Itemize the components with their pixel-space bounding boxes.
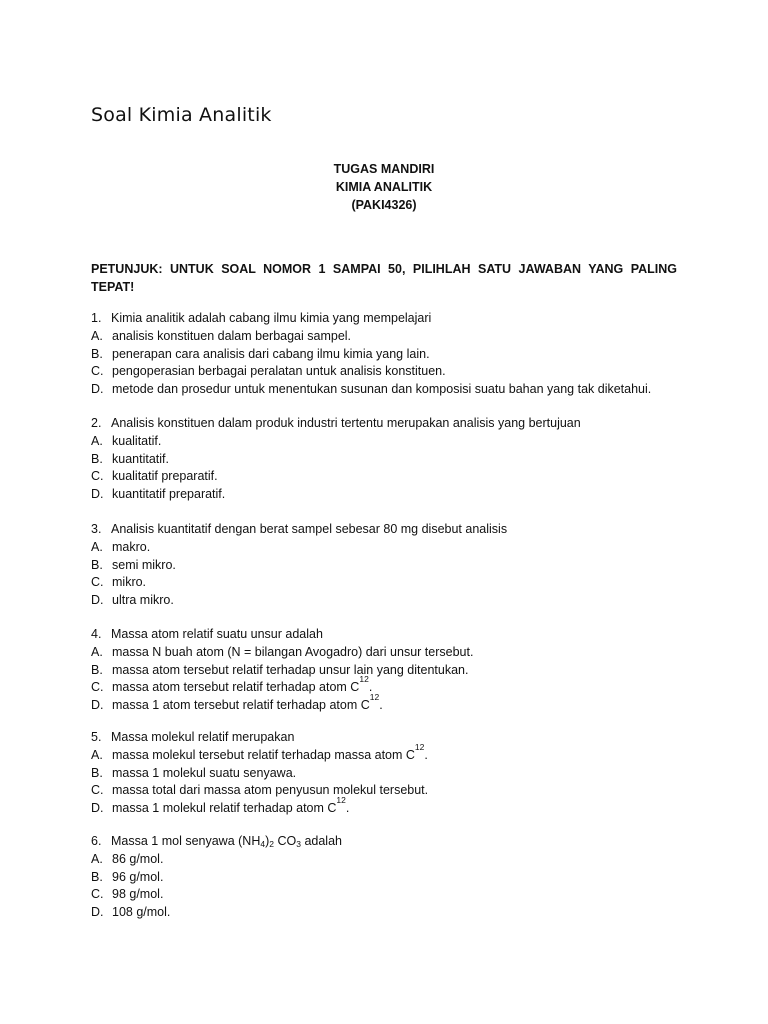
option-d: [91, 692, 691, 715]
option-letter: C.: [91, 469, 104, 484]
header-line-2: KIMIA ANALITIK: [335, 180, 433, 194]
question-number: 5.: [91, 730, 102, 744]
option-text: massa 1 atom tersebut relatif terhadap atom C: [112, 698, 370, 713]
header-line-1: TUGAS MANDIRI: [333, 162, 435, 176]
option-letter: A.: [91, 851, 103, 866]
subscript: 12: [414, 741, 425, 752]
option-d: [91, 486, 691, 504]
option-c: [91, 886, 691, 904]
option-text-end: .: [379, 698, 383, 713]
option-b: [91, 765, 691, 783]
option-text: metode dan prosedur untuk menentukan susunan dan komposisi suatu bahan yang tak diketahui.: [112, 382, 652, 397]
subscript: 4: [260, 839, 266, 849]
option-letter: B.: [91, 662, 103, 677]
question-number: 4.: [91, 627, 102, 641]
option-text: massa atom tersebut relatif terhadap atom C: [112, 680, 360, 695]
option-text: massa molekul tersebut relatif terhadap massa atom C: [112, 747, 415, 762]
subscript: 3: [296, 839, 301, 849]
option-letter: C.: [91, 575, 104, 590]
option-a: [91, 433, 691, 451]
question-stem: Analisis konstituen dalam produk industri tertentu merupakan analisis yang bertujuan: [111, 416, 581, 430]
option-a: [91, 851, 691, 869]
option-text: kualitatif preparatif.: [112, 469, 218, 484]
option-text-end: .: [424, 747, 428, 762]
option-letter: C.: [91, 680, 104, 695]
instruction-line-1: PETUNJUK: UNTUK SOAL NOMOR 1 SAMPAI 50, PILIHLAH SATU JAWABAN YANG PALING: [91, 262, 677, 276]
question-stem-row: [91, 415, 691, 433]
subscript: 12: [369, 692, 380, 703]
option-text: kuantitatif.: [112, 451, 169, 466]
option-letter: C.: [91, 783, 104, 798]
option-text: semi mikro.: [112, 557, 176, 572]
question-number: 1.: [91, 311, 102, 325]
option-c: [91, 674, 691, 697]
stem-part: Massa 1 mol senyawa (NH: [111, 834, 261, 848]
option-letter: B.: [91, 346, 103, 361]
subscript: 12: [336, 795, 346, 806]
question-2: [91, 415, 691, 504]
option-letter: A.: [91, 328, 103, 343]
option-b: [91, 451, 691, 469]
assignment-header: [0, 160, 768, 214]
question-stem: Kimia analitik adalah cabang ilmu kimia yang mempelajari: [111, 311, 432, 325]
question-stem-row: [91, 626, 691, 644]
question-3: [91, 521, 691, 610]
question-stem-row: [91, 310, 691, 328]
option-text: massa 1 molekul suatu senyawa.: [112, 765, 297, 780]
question-5: [91, 729, 691, 818]
option-letter: C.: [91, 887, 104, 902]
option-letter: B.: [91, 557, 103, 572]
question-stem-row: [91, 833, 691, 851]
question-stem: Massa atom relatif suatu unsur adalah: [111, 627, 323, 641]
option-text: 96 g/mol.: [112, 869, 164, 884]
option-text-end: .: [368, 680, 373, 695]
stem-part: ): [265, 834, 270, 848]
option-b: [91, 869, 691, 887]
option-letter: B.: [91, 451, 103, 466]
option-letter: D.: [91, 487, 104, 502]
option-text: kuantitatif preparatif.: [112, 487, 226, 502]
option-b: [91, 662, 691, 680]
option-text: makro.: [112, 539, 151, 554]
option-text: analisis konstituen dalam berbagai sampel.: [112, 328, 352, 343]
option-letter: A.: [91, 644, 103, 659]
instruction-line-2: TEPAT!: [91, 280, 135, 294]
option-text: massa total dari massa atom penyusun molekul tersebut.: [112, 783, 429, 798]
question-number: 3.: [91, 522, 102, 536]
option-text: massa atom tersebut relatif terhadap unsur lain yang ditentukan.: [112, 662, 469, 677]
question-stem: [111, 833, 342, 851]
option-text-end: .: [345, 801, 350, 816]
question-number: 6.: [91, 834, 102, 848]
option-d: [91, 592, 691, 610]
option-text: pengoperasian berbagai peralatan untuk analisis konstituen.: [112, 364, 446, 379]
option-text: kualitatif.: [112, 433, 162, 448]
header-line-3: (PAKI4326): [351, 198, 417, 212]
option-letter: D.: [91, 801, 104, 816]
question-4: [91, 626, 691, 715]
option-letter: A.: [91, 433, 103, 448]
option-d: [91, 795, 691, 818]
option-text: massa N buah atom (N = bilangan Avogadro) dari unsur tersebut.: [112, 644, 474, 659]
option-d: [91, 381, 691, 399]
stem-part: CO: [274, 834, 297, 848]
option-b: [91, 557, 691, 575]
question-6: [91, 833, 691, 922]
option-a: [91, 644, 691, 662]
option-text: 98 g/mol.: [112, 887, 164, 902]
option-text: massa 1 molekul relatif terhadap atom C: [112, 801, 337, 816]
option-letter: D.: [91, 593, 104, 608]
option-a: [91, 539, 691, 557]
option-text: 86 g/mol.: [112, 851, 164, 866]
option-letter: D.: [91, 905, 104, 920]
instruction-text: [91, 260, 677, 296]
question-stem-row: [91, 729, 691, 747]
option-c: [91, 468, 691, 486]
option-text: mikro.: [112, 575, 147, 590]
option-text: penerapan cara analisis dari cabang ilmu kimia yang lain.: [112, 346, 430, 361]
option-c: [91, 782, 691, 800]
option-a: [91, 328, 691, 346]
option-c: [91, 574, 691, 592]
option-b: [91, 346, 691, 364]
option-letter: C.: [91, 364, 104, 379]
subscript: 2: [269, 839, 274, 849]
question-1: [91, 310, 691, 399]
question-number: 2.: [91, 416, 102, 430]
option-letter: A.: [91, 539, 103, 554]
question-stem-row: [91, 521, 691, 539]
document-title: Soal Kimia Analitik: [91, 104, 272, 126]
subscript: 12: [359, 674, 369, 685]
question-stem: Massa molekul relatif merupakan: [111, 730, 295, 744]
option-letter: A.: [91, 747, 103, 762]
option-letter: D.: [91, 382, 104, 397]
option-letter: B.: [91, 765, 103, 780]
option-text: 108 g/mol.: [112, 905, 171, 920]
option-d: [91, 904, 691, 922]
option-a: [91, 741, 691, 765]
option-text: ultra mikro.: [112, 593, 174, 608]
option-letter: B.: [91, 869, 103, 884]
option-letter: D.: [91, 698, 104, 713]
question-stem: Analisis kuantitatif dengan berat sampel sebesar 80 mg disebut analisis: [111, 522, 508, 536]
option-c: [91, 363, 691, 381]
stem-part: adalah: [300, 834, 342, 848]
